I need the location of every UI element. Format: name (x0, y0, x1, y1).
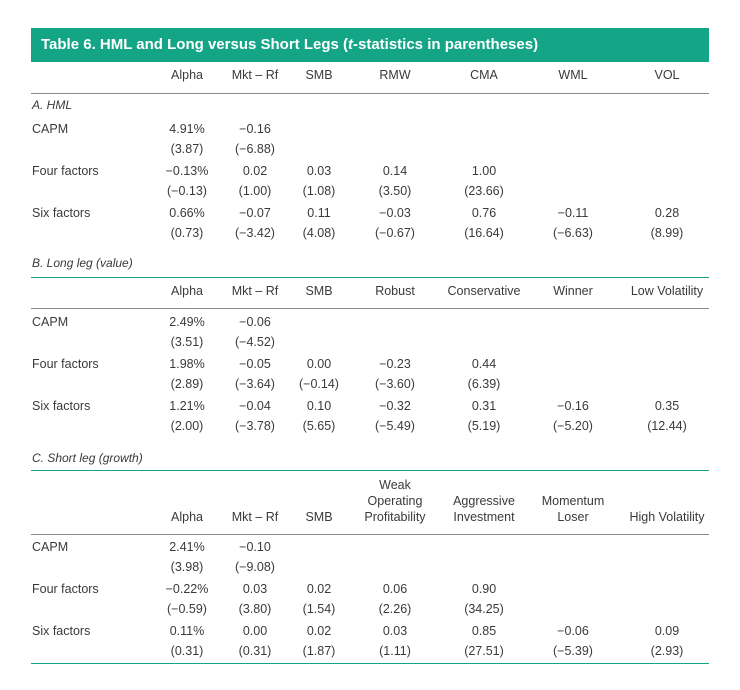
coefficient-cell: 0.00 (306, 357, 332, 371)
column-header: Robust (375, 284, 415, 298)
coefficient-cell: −0.32 (379, 399, 411, 413)
coefficient-cell: 0.85 (471, 624, 497, 638)
tstat-cell: (−3.78) (235, 419, 275, 433)
column-header: RMW (379, 68, 411, 82)
coefficient-cell: 0.02 (306, 582, 332, 596)
coefficient-cell: −0.16 (557, 399, 589, 413)
column-header: Alpha (171, 510, 203, 524)
row-label: CAPM (32, 122, 69, 136)
column-header: High Volatility (629, 510, 705, 524)
tstat-cell: (0.73) (170, 226, 204, 240)
tstat-cell: (34.25) (464, 602, 504, 616)
tstat-cell: (1.87) (302, 644, 336, 658)
coefficient-cell: −0.10 (239, 540, 271, 554)
row-label: Six factors (32, 624, 91, 638)
coefficient-cell: 4.91% (169, 122, 205, 136)
header-rule (31, 308, 709, 309)
tstat-cell: (−3.42) (235, 226, 275, 240)
panel-label: C. Short leg (growth) (32, 451, 143, 465)
column-header: Mkt – Rf (231, 510, 279, 524)
column-header: WML (558, 68, 588, 82)
row-label: Six factors (32, 399, 91, 413)
tstat-cell: (−0.14) (299, 377, 339, 391)
tstat-cell: (−3.60) (375, 377, 415, 391)
row-label: CAPM (32, 540, 69, 554)
tstat-cell: (2.89) (170, 377, 204, 391)
coefficient-cell: 0.66% (169, 206, 205, 220)
tstat-cell: (−6.63) (553, 226, 593, 240)
column-header: Weak (379, 478, 411, 492)
column-header: Alpha (171, 68, 203, 82)
table-title (31, 28, 709, 62)
coefficient-cell: −0.06 (239, 315, 271, 329)
column-header: Mkt – Rf (231, 68, 279, 82)
coefficient-cell: 0.76 (471, 206, 497, 220)
coefficient-cell: 0.02 (242, 164, 268, 178)
coefficient-cell: 0.03 (382, 624, 408, 638)
coefficient-cell: 1.21% (169, 399, 205, 413)
tstat-cell: (1.00) (238, 184, 272, 198)
tstat-cell: (0.31) (170, 644, 204, 658)
coefficient-cell: 0.02 (306, 624, 332, 638)
coefficient-cell: 1.00 (471, 164, 497, 178)
coefficient-cell: −0.23 (379, 357, 411, 371)
tstat-cell: (5.19) (467, 419, 501, 433)
column-header: Mkt – Rf (231, 284, 279, 298)
coefficient-cell: 0.10 (306, 399, 332, 413)
coefficient-cell: −0.03 (379, 206, 411, 220)
tstat-cell: (1.11) (379, 644, 411, 658)
column-header: Investment (453, 510, 515, 524)
tstat-cell: (12.44) (647, 419, 687, 433)
tstat-cell: (−0.13) (167, 184, 207, 198)
tstat-cell: (27.51) (464, 644, 504, 658)
tstat-cell: (2.00) (170, 419, 204, 433)
column-header: VOL (654, 68, 680, 82)
tstat-cell: (3.51) (170, 335, 204, 349)
tstat-cell: (3.80) (238, 602, 272, 616)
panel-label: B. Long leg (value) (32, 256, 133, 270)
coefficient-cell: −0.16 (239, 122, 271, 136)
tstat-cell: (3.50) (378, 184, 412, 198)
panel-label: A. HML (32, 98, 73, 112)
column-header: SMB (305, 510, 333, 524)
column-header: Loser (557, 510, 589, 524)
coefficient-cell: 0.31 (471, 399, 497, 413)
coefficient-cell: 0.00 (242, 624, 268, 638)
tstat-cell: (−3.64) (235, 377, 275, 391)
column-header: Winner (553, 284, 593, 298)
section-rule (31, 470, 709, 471)
row-label: Four factors (32, 164, 99, 178)
column-header: SMB (305, 284, 333, 298)
tstat-cell: (4.08) (302, 226, 336, 240)
column-header: Alpha (171, 284, 203, 298)
coefficient-cell: 0.44 (471, 357, 497, 371)
column-header: CMA (470, 68, 498, 82)
coefficient-cell: 1.98% (169, 357, 205, 371)
coefficient-cell: −0.11 (557, 206, 589, 220)
column-header: Momentum (541, 494, 605, 508)
section-rule (31, 277, 709, 278)
coefficient-cell: 0.11% (169, 624, 205, 638)
tstat-cell: (23.66) (464, 184, 504, 198)
row-label: CAPM (32, 315, 69, 329)
tstat-cell: (1.54) (302, 602, 336, 616)
header-rule (31, 534, 709, 535)
tstat-cell: (0.31) (238, 644, 272, 658)
tstat-cell: (5.65) (302, 419, 336, 433)
tstat-cell: (2.26) (378, 602, 412, 616)
coefficient-cell: −0.06 (557, 624, 589, 638)
coefficient-cell: 2.41% (169, 540, 205, 554)
coefficient-cell: 0.14 (382, 164, 408, 178)
tstat-cell: (−5.39) (553, 644, 593, 658)
row-label: Four factors (32, 357, 99, 371)
tstat-cell: (2.93) (650, 644, 684, 658)
coefficient-cell: −0.04 (239, 399, 271, 413)
tstat-cell: (−0.59) (167, 602, 207, 616)
tstat-cell: (−5.49) (375, 419, 415, 433)
tstat-cell: (16.64) (464, 226, 504, 240)
coefficient-cell: 0.03 (242, 582, 268, 596)
coefficient-cell: 0.11 (307, 206, 331, 220)
coefficient-cell: 2.49% (169, 315, 205, 329)
tstat-cell: (−0.67) (375, 226, 415, 240)
tstat-cell: (−5.20) (553, 419, 593, 433)
table-title-suffix: -statistics in parentheses) (353, 36, 539, 53)
row-label: Four factors (32, 582, 99, 596)
coefficient-cell: 0.28 (654, 206, 680, 220)
coefficient-cell: 0.90 (471, 582, 497, 596)
column-header: SMB (305, 68, 333, 82)
tstat-cell: (3.98) (170, 560, 204, 574)
tstat-cell: (−4.52) (235, 335, 275, 349)
tstat-cell: (6.39) (467, 377, 501, 391)
row-label: Six factors (32, 206, 91, 220)
tstat-cell: (3.87) (170, 142, 204, 156)
tstat-cell: (−6.88) (235, 142, 275, 156)
coefficient-cell: 0.06 (382, 582, 408, 596)
column-header: Profitability (364, 510, 426, 524)
column-header: Operating (367, 494, 423, 508)
column-header: Low Volatility (630, 284, 704, 298)
header-rule (31, 93, 709, 94)
table-title-prefix: Table 6. HML and Long versus Short Legs ( (41, 36, 348, 53)
coefficient-cell: −0.13% (165, 164, 209, 178)
coefficient-cell: 0.03 (306, 164, 332, 178)
coefficient-cell: 0.09 (654, 624, 680, 638)
coefficient-cell: −0.05 (239, 357, 271, 371)
tstat-cell: (−9.08) (235, 560, 275, 574)
coefficient-cell: −0.22% (165, 582, 209, 596)
table-title-italic: t (348, 36, 353, 53)
tstat-cell: (1.08) (302, 184, 336, 198)
coefficient-cell: 0.35 (654, 399, 680, 413)
table-bottom-rule (31, 663, 709, 664)
tstat-cell: (8.99) (650, 226, 684, 240)
coefficient-cell: −0.07 (239, 206, 271, 220)
column-header: Conservative (447, 284, 521, 298)
column-header: Aggressive (453, 494, 515, 508)
